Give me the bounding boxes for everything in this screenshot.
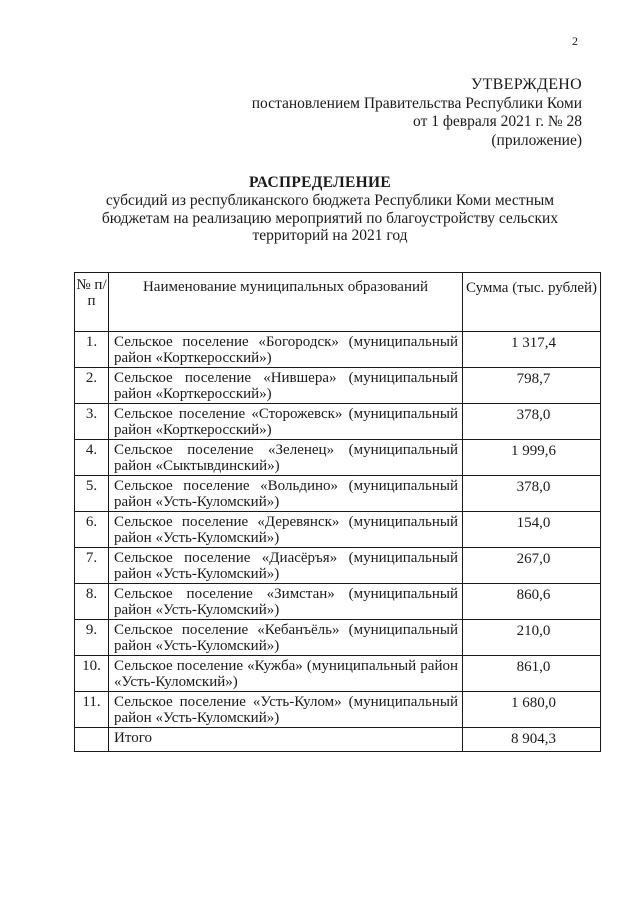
row-number: 1. xyxy=(75,332,109,368)
header-number: № п/п xyxy=(75,273,109,332)
row-amount: 1 680,0 xyxy=(463,692,601,728)
row-municipality: Сельское поселение «Зеленец» (муниципальный район «Сыктывдинский») xyxy=(109,440,463,476)
row-amount: 267,0 xyxy=(463,548,601,584)
row-municipality: Сельское поселение «Кужба» (муниципальный район «Усть-Куломский») xyxy=(109,656,463,692)
row-number: 8. xyxy=(75,584,109,620)
table-row xyxy=(75,404,601,440)
row-municipality: Сельское поселение «Богородск» (муниципальный район «Корткеросский») xyxy=(109,332,463,368)
table-header-row xyxy=(75,273,601,332)
row-number: 7. xyxy=(75,548,109,584)
table-row xyxy=(75,368,601,404)
approval-appendix-note: (приложение) xyxy=(491,131,582,149)
total-label: Итого xyxy=(109,728,463,752)
table-row xyxy=(75,692,601,728)
row-amount: 861,0 xyxy=(463,656,601,692)
row-municipality: Сельское поселение «Усть-Кулом» (муниципальный район «Усть-Куломский») xyxy=(109,692,463,728)
table-row xyxy=(75,584,601,620)
row-amount: 378,0 xyxy=(463,476,601,512)
row-amount: 1 999,6 xyxy=(463,440,601,476)
table-row xyxy=(75,440,601,476)
row-number: 5. xyxy=(75,476,109,512)
row-amount: 154,0 xyxy=(463,512,601,548)
table-row xyxy=(75,656,601,692)
row-municipality: Сельское поселение «Зимстан» (муниципальный район «Усть-Куломский») xyxy=(109,584,463,620)
row-number: 3. xyxy=(75,404,109,440)
row-amount: 210,0 xyxy=(463,620,601,656)
row-number: 4. xyxy=(75,440,109,476)
document-title: РАСПРЕДЕЛЕНИЕ xyxy=(249,174,391,191)
row-municipality: Сельское поселение «Деревянск» (муниципальный район «Усть-Куломский») xyxy=(109,512,463,548)
row-number: 2. xyxy=(75,368,109,404)
table-row xyxy=(75,512,601,548)
row-amount: 860,6 xyxy=(463,584,601,620)
table-row xyxy=(75,620,601,656)
row-municipality: Сельское поселение «Кебанъёль» (муниципальный район «Усть-Куломский») xyxy=(109,620,463,656)
row-number: 9. xyxy=(75,620,109,656)
distribution-table xyxy=(74,272,601,752)
table-row xyxy=(75,332,601,368)
row-number: 11. xyxy=(75,692,109,728)
row-amount: 378,0 xyxy=(463,404,601,440)
row-municipality: Сельское поселение «Нившера» (муниципальный район «Корткеросский») xyxy=(109,368,463,404)
header-amount: Сумма (тыс. рублей) xyxy=(463,273,601,332)
approval-stamp xyxy=(252,76,582,150)
page-number: 2 xyxy=(572,34,578,48)
total-amount: 8 904,3 xyxy=(463,728,601,752)
table-row xyxy=(75,476,601,512)
row-number: 10. xyxy=(75,656,109,692)
total-number xyxy=(75,728,109,752)
document-subtitle: субсидий из республиканского бюджета Республики Коми местным бюджетам на реализацию мероприятий по благоустройству сельских территорий на 2021 год xyxy=(101,192,559,244)
row-amount: 798,7 xyxy=(463,368,601,404)
total-row xyxy=(75,728,601,752)
row-number: 6. xyxy=(75,512,109,548)
approval-heading: УТВЕРЖДЕНО xyxy=(470,76,582,93)
row-municipality: Сельское поселение «Сторожевск» (муниципальный район «Корткеросский») xyxy=(109,404,463,440)
row-municipality: Сельское поселение «Диасёръя» (муниципальный район «Усть-Куломский») xyxy=(109,548,463,584)
header-municipality: Наименование муниципальных образований xyxy=(109,273,463,332)
approval-date-number: от 1 февраля 2021 г. № 28 xyxy=(413,113,582,130)
table-row xyxy=(75,548,601,584)
row-amount: 1 317,4 xyxy=(463,332,601,368)
approval-issuer: постановлением Правительства Республики Коми xyxy=(251,94,582,112)
row-municipality: Сельское поселение «Вольдино» (муниципальный район «Усть-Куломский») xyxy=(109,476,463,512)
